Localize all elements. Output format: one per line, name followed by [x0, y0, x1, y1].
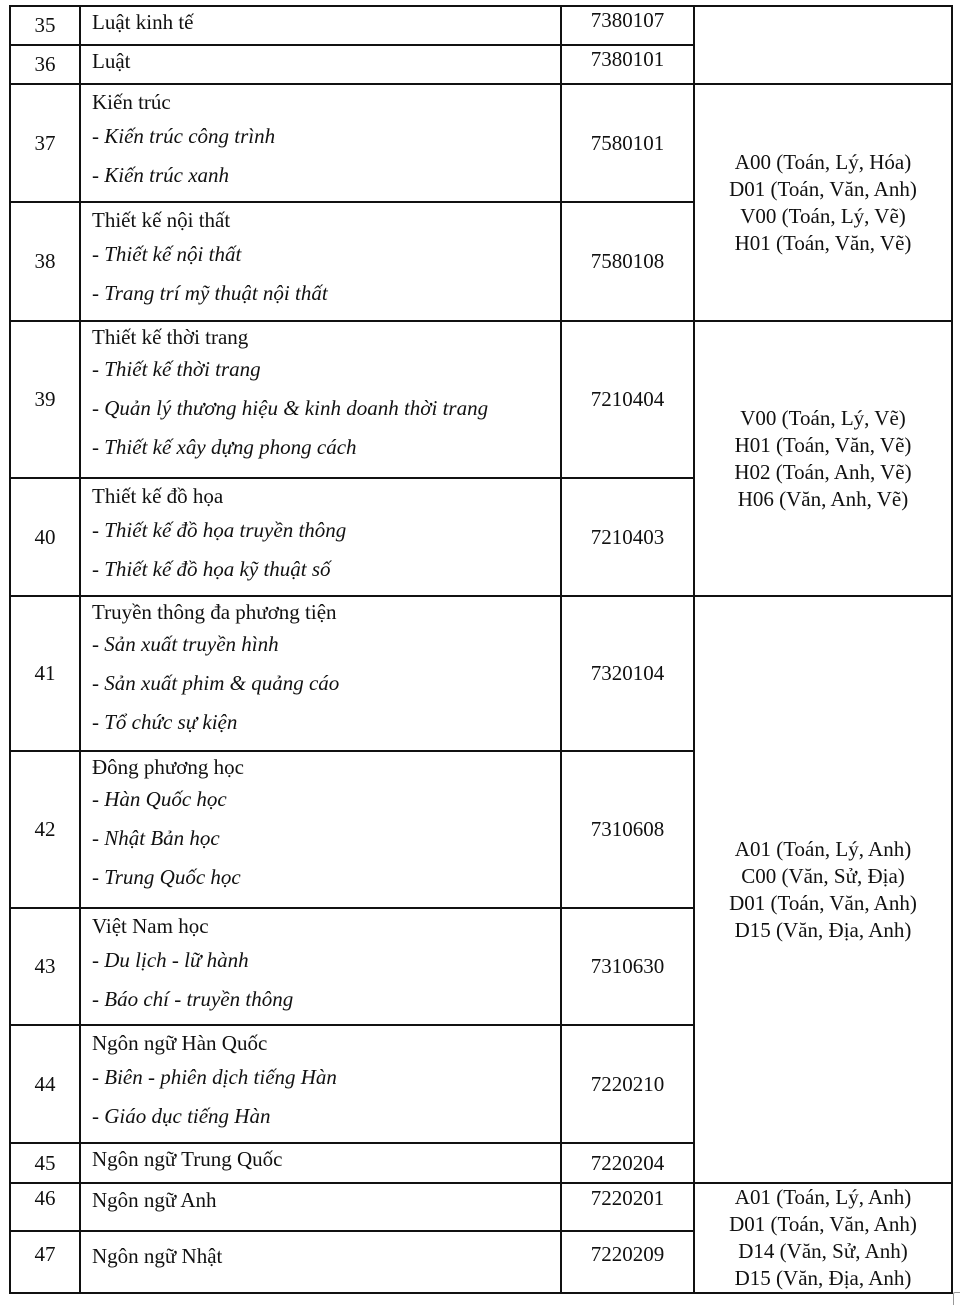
- major-name: Đông phương học: [92, 755, 244, 779]
- major-name-cell: [80, 908, 561, 1025]
- specialization-item: - Kiến trúc xanh: [92, 163, 230, 187]
- specialization-item: - Trung Quốc học: [92, 865, 241, 889]
- combination-item: H02 (Toán, Anh, Vẽ): [734, 459, 912, 484]
- major-name: Truyền thông đa phương tiện: [92, 600, 337, 624]
- specialization-item: - Trang trí mỹ thuật nội thất: [92, 281, 328, 305]
- major-name: Ngôn ngữ Hàn Quốc: [92, 1031, 268, 1055]
- major-code: 7580108: [561, 202, 694, 321]
- row-number: 37: [10, 84, 80, 202]
- major-name: Thiết kế nội thất: [92, 208, 231, 232]
- row-number: 38: [10, 202, 80, 321]
- major-name-cell: [80, 84, 561, 202]
- combination-item: H01 (Toán, Văn, Vẽ): [734, 230, 912, 255]
- specialization-item: - Tổ chức sự kiện: [92, 710, 238, 734]
- subject-combinations: [694, 1183, 952, 1293]
- table-row: [10, 84, 952, 202]
- major-name: Ngôn ngữ Nhật: [92, 1243, 223, 1268]
- major-code: 7220201: [561, 1183, 694, 1231]
- major-name: Luật: [92, 49, 131, 73]
- major-code: 7220209: [561, 1231, 694, 1293]
- combination-item: D15 (Văn, Địa, Anh): [734, 1266, 912, 1290]
- major-name-cell: [80, 1143, 561, 1183]
- table-row: [10, 596, 952, 751]
- specialization-item: - Thiết kế đồ họa truyền thông: [92, 518, 347, 542]
- combination-item: D01 (Toán, Văn, Anh): [729, 1212, 917, 1236]
- specialization-item: - Thiết kế thời trang: [92, 357, 261, 381]
- specialization-item: - Nhật Bản học: [92, 826, 220, 850]
- combination-item: D15 (Văn, Địa, Anh): [734, 917, 912, 942]
- specialization-item: - Kiến trúc công trình: [92, 124, 276, 148]
- specialization-item: - Du lịch - lữ hành: [92, 948, 249, 972]
- major-name-cell: [80, 6, 561, 45]
- specialization-item: - Hàn Quốc học: [92, 787, 227, 811]
- major-code: 7320104: [561, 596, 694, 751]
- specialization-item: - Thiết kế xây dựng phong cách: [92, 435, 357, 459]
- major-name-cell: [80, 1183, 561, 1231]
- row-number: 47: [10, 1231, 80, 1293]
- specialization-item: - Sản xuất phim & quảng cáo: [92, 671, 340, 695]
- major-name: Ngôn ngữ Trung Quốc: [92, 1147, 283, 1171]
- major-name: Thiết kế đồ họa: [92, 484, 224, 508]
- row-number: 39: [10, 321, 80, 478]
- major-name-cell: [80, 202, 561, 321]
- major-name: Kiến trúc: [92, 90, 171, 114]
- table-row: [10, 6, 952, 45]
- majors-table: [9, 5, 953, 1294]
- specialization-item: - Báo chí - truyền thông: [92, 987, 294, 1011]
- major-code: 7210404: [561, 321, 694, 478]
- row-number: 42: [10, 751, 80, 908]
- combination-item: D01 (Toán, Văn, Anh): [729, 176, 917, 201]
- combination-item: A00 (Toán, Lý, Hóa): [734, 149, 912, 174]
- specialization-item: - Giáo dục tiếng Hàn: [92, 1104, 271, 1128]
- major-code: 7310630: [561, 908, 694, 1025]
- major-name-cell: [80, 596, 561, 751]
- subject-combinations: [694, 596, 952, 1183]
- combination-item: D01 (Toán, Văn, Anh): [729, 890, 917, 915]
- major-code: 7380101: [561, 45, 694, 84]
- major-code: 7220204: [561, 1143, 694, 1183]
- combination-item: C00 (Văn, Sử, Địa): [741, 863, 905, 888]
- specialization-item: - Biên - phiên dịch tiếng Hàn: [92, 1065, 337, 1089]
- major-name-cell: [80, 1231, 561, 1293]
- major-code: 7580101: [561, 84, 694, 202]
- major-code: 7220210: [561, 1025, 694, 1143]
- major-name-cell: [80, 478, 561, 596]
- major-code: 7380107: [561, 6, 694, 45]
- specialization-item: - Quản lý thương hiệu & kinh doanh thời trang: [92, 396, 489, 420]
- combination-item: V00 (Toán, Lý, Vẽ): [740, 203, 906, 228]
- subject-combinations-empty: [694, 6, 952, 84]
- resize-corner-mark: [953, 1292, 960, 1305]
- row-number: 43: [10, 908, 80, 1025]
- table-row: [10, 321, 952, 478]
- combination-item: V00 (Toán, Lý, Vẽ): [740, 405, 906, 430]
- major-name: Ngôn ngữ Anh: [92, 1188, 217, 1212]
- specialization-item: - Thiết kế nội thất: [92, 242, 242, 266]
- row-number: 35: [10, 6, 80, 45]
- row-number: 46: [10, 1183, 80, 1231]
- combination-item: A01 (Toán, Lý, Anh): [734, 1185, 912, 1209]
- table-row: [10, 1183, 952, 1231]
- row-number: 44: [10, 1025, 80, 1143]
- row-number: 36: [10, 45, 80, 84]
- major-name-cell: [80, 751, 561, 908]
- major-name: Luật kinh tế: [92, 10, 194, 34]
- subject-combinations: [694, 321, 952, 596]
- major-code: 7210403: [561, 478, 694, 596]
- row-number: 45: [10, 1143, 80, 1183]
- major-name: Thiết kế thời trang: [92, 325, 249, 349]
- major-name-cell: [80, 321, 561, 478]
- specialization-item: - Sản xuất truyền hình: [92, 632, 279, 656]
- row-number: 41: [10, 596, 80, 751]
- specialization-item: - Thiết kế đồ họa kỹ thuật số: [92, 557, 331, 581]
- major-name: Việt Nam học: [92, 914, 209, 938]
- subject-combinations: [694, 84, 952, 321]
- major-name-cell: [80, 1025, 561, 1143]
- combination-item: H01 (Toán, Văn, Vẽ): [734, 432, 912, 457]
- combination-item: H06 (Văn, Anh, Vẽ): [737, 486, 909, 511]
- combination-item: D14 (Văn, Sử, Anh): [738, 1239, 908, 1263]
- major-code: 7310608: [561, 751, 694, 908]
- major-name-cell: [80, 45, 561, 84]
- row-number: 40: [10, 478, 80, 596]
- combination-item: A01 (Toán, Lý, Anh): [734, 836, 912, 861]
